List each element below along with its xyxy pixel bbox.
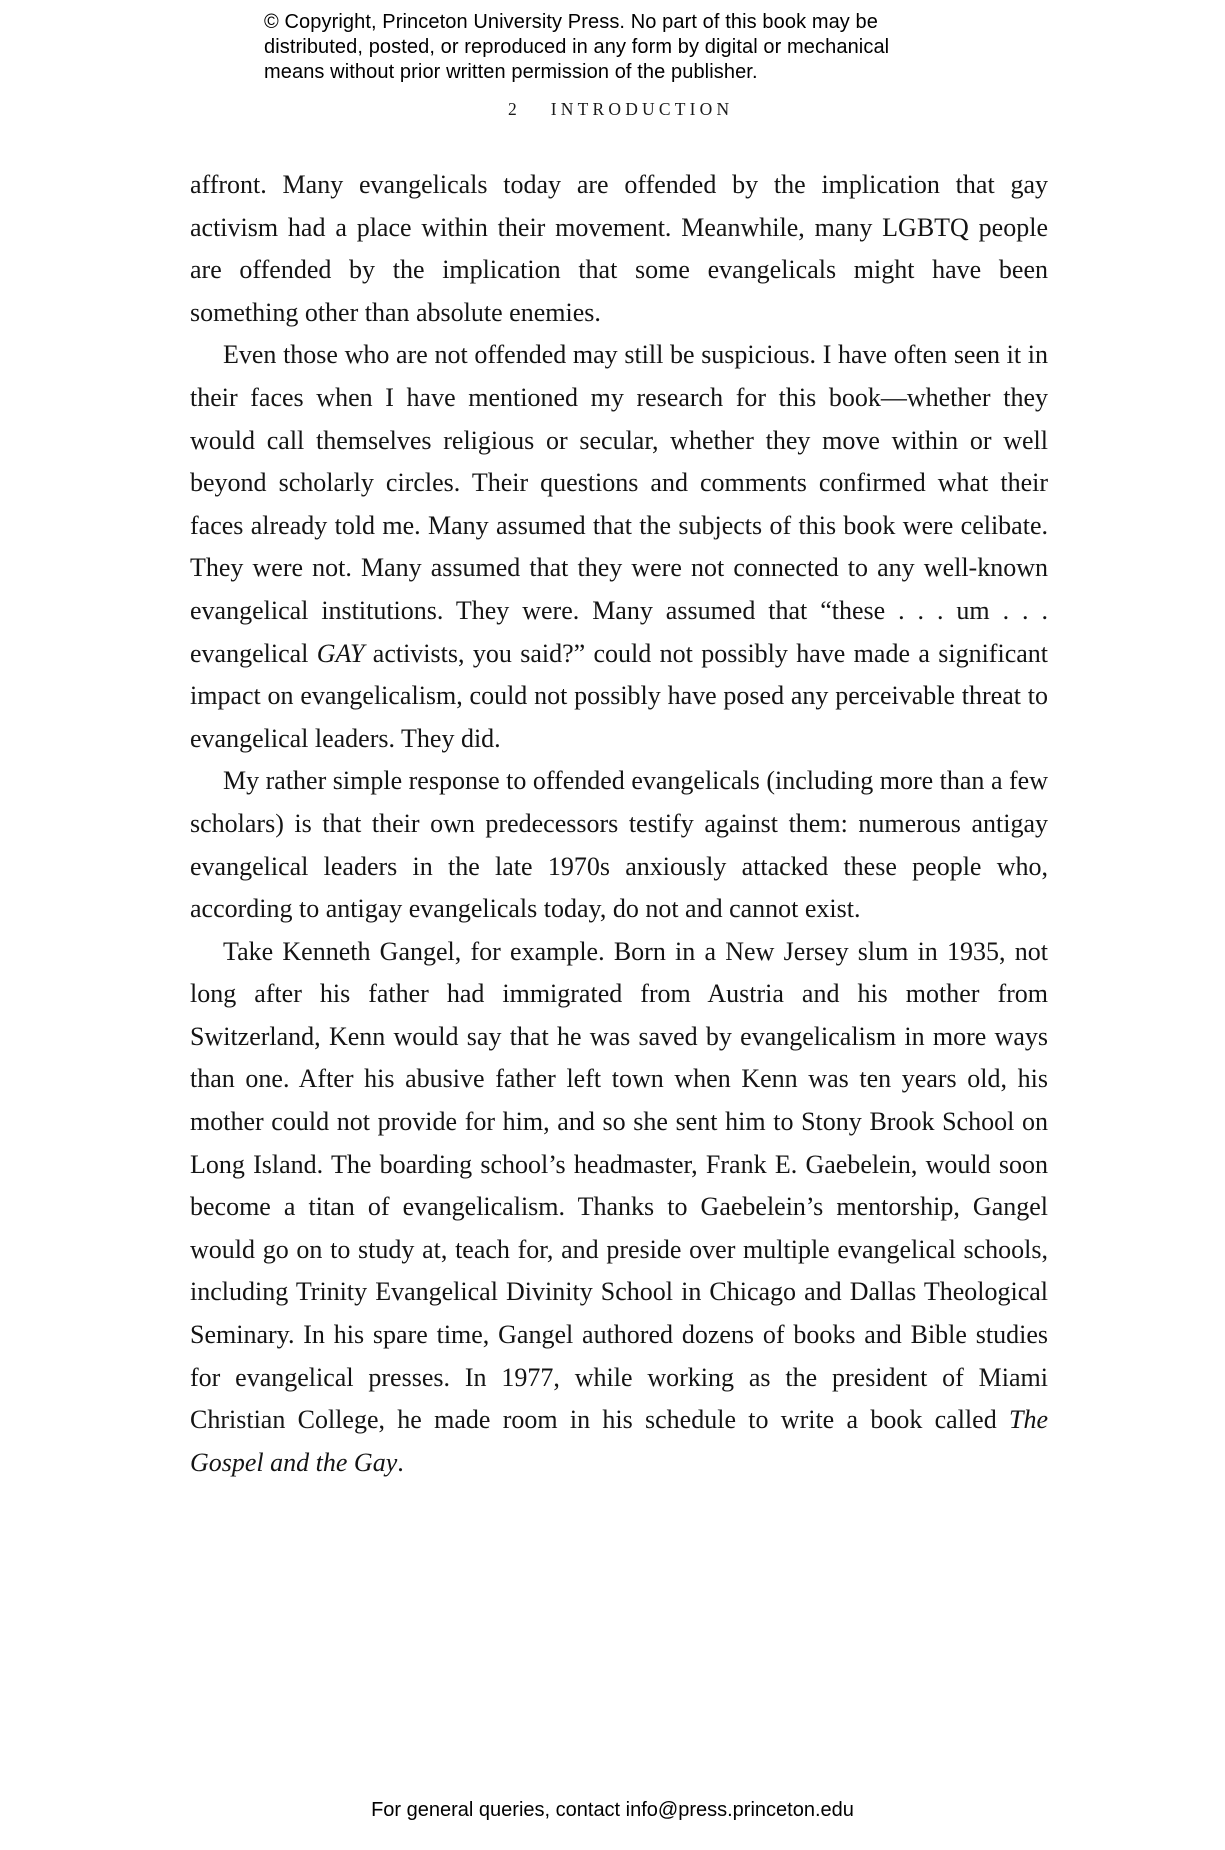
paragraph [190, 334, 1048, 760]
body-text [190, 164, 1048, 1484]
copyright-line: distributed, posted, or reproduced in any form by digital or mechanical [264, 36, 890, 58]
paragraph [190, 931, 1048, 1485]
text-segment: Even those who are not offended may still be suspicious. I have often seen it in their faces when I have mentioned my research for this book—whether they would call themselves religious or secular, whether they move within or well beyond scholarly circles. Their questions and comments confirmed what their faces already told me. Many assumed that the subjects of this book were celibate. They were not. Many assumed that they were not connected to any well-known evangelical institutions. They were. Many assumed that “these . . . um . . . evangelical [190, 340, 1048, 668]
footer-contact: For general queries, contact info@press.princeton.edu [371, 1799, 854, 1821]
running-title: INTRODUCTION [550, 99, 734, 119]
text-segment: Take Kenneth Gangel, for example. Born in a New Jersey slum in 1935, not long after his father had immigrated from Austria and his mother from Switzerland, Kenn would say that he was saved by evangelicalism in more ways than one. After his abusive father left town when Kenn was ten years old, his mother could not provide for him, and so she sent him to Stony Brook School on Long Island. The boarding school’s headmaster, Frank E. Gaebelein, would soon become a titan of evangelicalism. Thanks to Gaebelein’s mentorship, Gangel would go on to study at, teach for, and preside over multiple evangelical schools, including Trinity Evangelical Divinity School in Chicago and Dallas Theological Seminary. In his spare time, Gangel authored dozens of books and Bible studies for evangelical presses. In 1977, while working as the president of Miami Christian College, he made room in his schedule to write a book called [190, 936, 1048, 1435]
text-segment: My rather simple response to offended evangelicals (including more than a few scholars) is that their own predecessors testify against them: numerous antigay evangelical leaders in the late 1970s anxiously attacked these people who, according to antigay evangelicals today, do not and cannot exist. [190, 766, 1048, 924]
italic-text: GAY [316, 638, 365, 668]
paragraph [190, 760, 1048, 930]
copyright-line: © Copyright, Princeton University Press. No part of this book may be [264, 11, 879, 33]
italic-text: The Gospel and the Gay [190, 1405, 1048, 1477]
text-segment: affront. Many evangelicals today are offended by the implication that gay activism had a place within their movement. Meanwhile, many LGBTQ people are offended by the implication that some evangelicals might have been something other than absolute enemies. [190, 170, 1048, 327]
text-segment: . [397, 1447, 404, 1477]
page-number: 2 [508, 99, 519, 119]
copyright-line: means without prior written permission of the publisher. [264, 61, 758, 83]
text-segment: activists, you said?” could not possibly have made a significant impact on evangelicalism, could not possibly have posed any perceivable threat to evangelical leaders. They did. [190, 638, 1048, 753]
copyright-notice [264, 10, 889, 85]
paragraph [190, 164, 1048, 334]
running-header [508, 99, 733, 120]
